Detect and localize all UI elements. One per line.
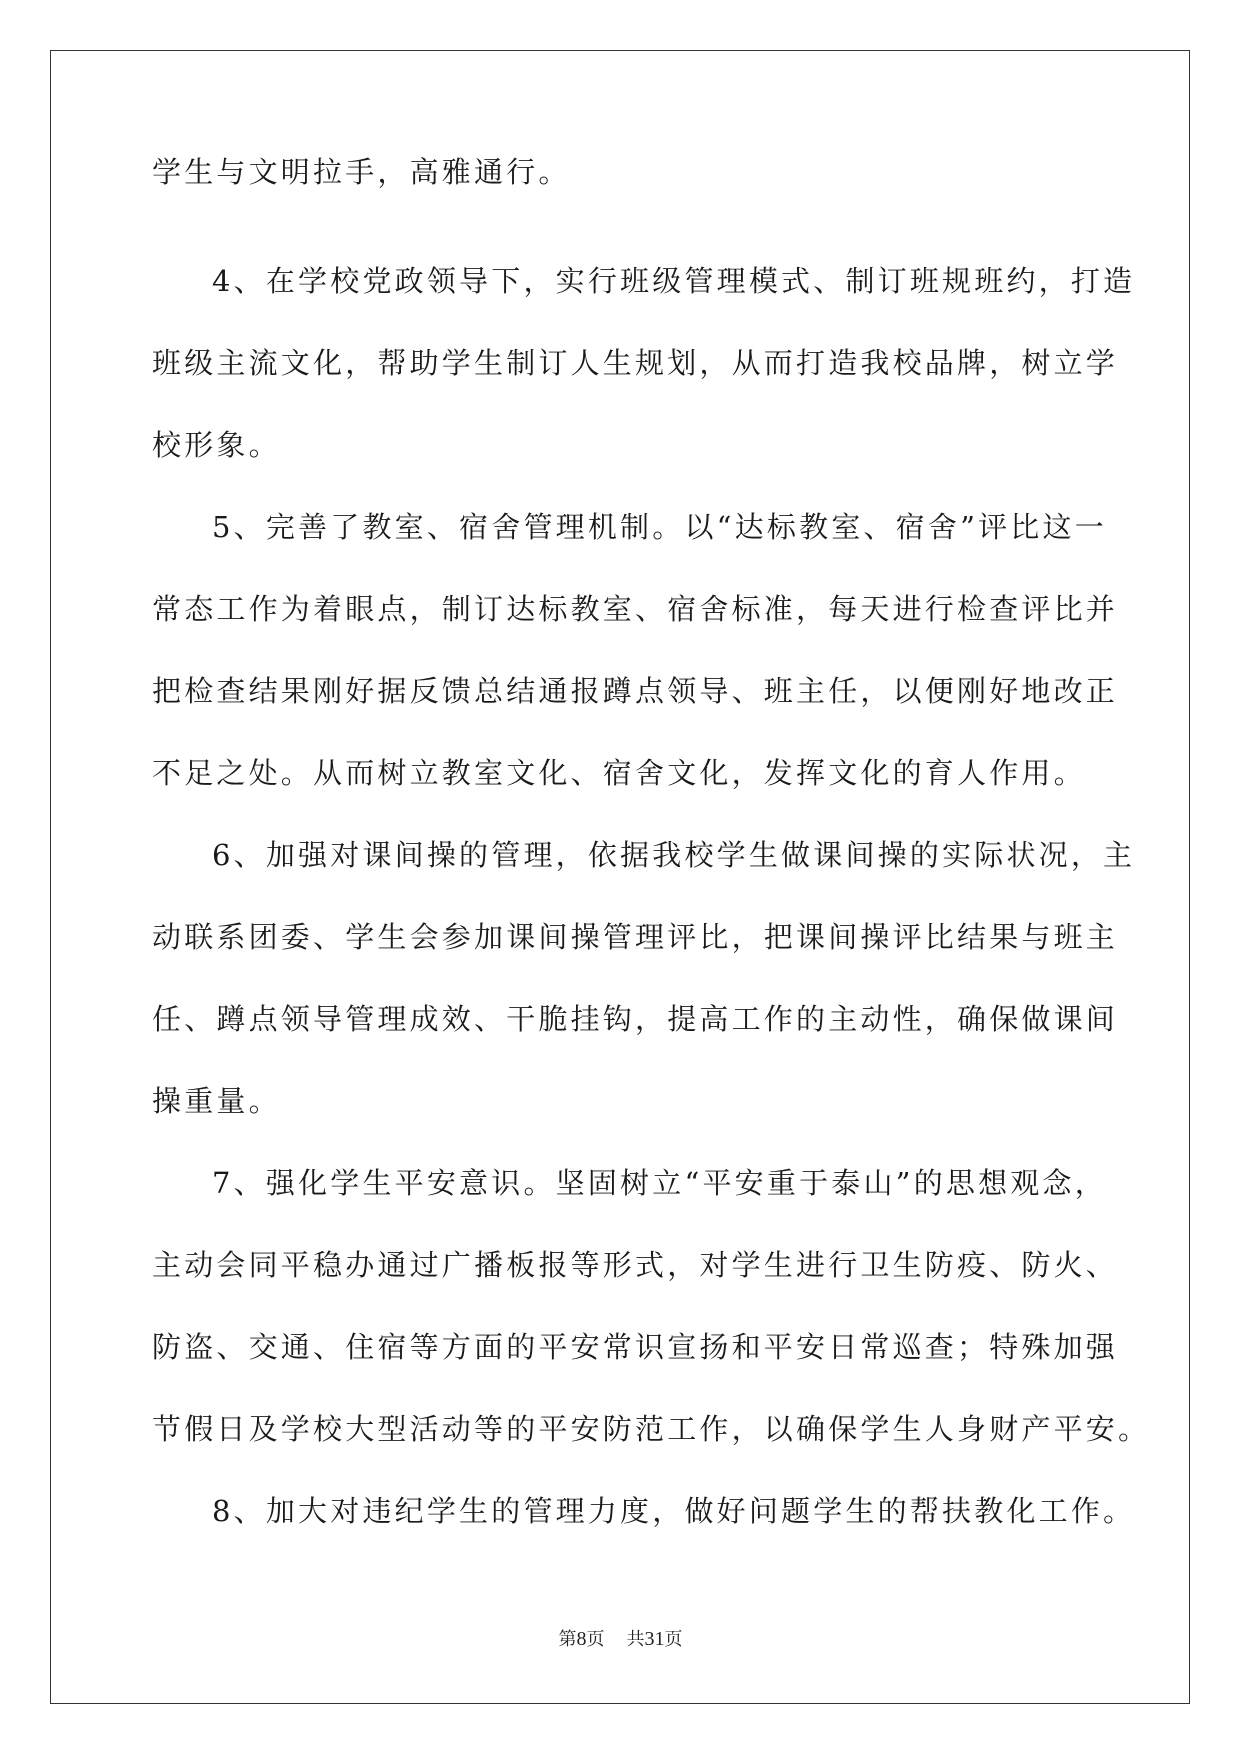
text-line: 校形象。 [152,428,281,462]
text-line: 操重量。 [152,1084,281,1118]
text-line: 把检查结果刚好据反馈总结通报蹲点领导、班主任，以便刚好地改正 [152,674,1119,708]
page-number: 8 [576,1628,587,1650]
document-body [152,155,1151,1552]
text-line: 防盗、交通、住宿等方面的平安常识宣扬和平安日常巡查；特殊加强 [152,1330,1119,1364]
total-pages: 31 [644,1628,665,1650]
page-footer [0,1625,1241,1651]
page-prefix: 第 [558,1629,577,1650]
text-line: 5、完善了教室、宿舍管理机制。以“达标教室、宿舍”评比这一 [212,510,1107,544]
text-line: 4、在学校党政领导下，实行班级管理模式、制订班规班约，打造 [212,264,1136,298]
text-line: 节假日及学校大型活动等的平安防范工作，以确保学生人身财产平安。 [152,1412,1151,1446]
text-line: 不足之处。从而树立教室文化、宿舍文化，发挥文化的育人作用。 [152,756,1086,790]
text-line: 任、蹲点领导管理成效、干脆挂钩，提高工作的主动性，确保做课间 [152,1002,1119,1036]
text-line: 动联系团委、学生会参加课间操管理评比，把课间操评比结果与班主 [152,920,1119,954]
text-line: 学生与文明拉手，高雅通行。 [152,155,571,189]
page-suffix: 页 [586,1629,605,1650]
text-line: 8、加大对违纪学生的管理力度，做好问题学生的帮扶教化工作。 [212,1494,1136,1528]
text-line: 主动会同平稳办通过广播板报等形式，对学生进行卫生防疫、防火、 [152,1248,1119,1282]
text-line: 7、强化学生平安意识。坚固树立“平安重于泰山”的思想观念， [212,1166,1107,1200]
text-line: 班级主流文化，帮助学生制订人生规划，从而打造我校品牌，树立学 [152,346,1119,380]
total-suffix: 页 [664,1629,683,1650]
text-line: 常态工作为着眼点，制订达标教室、宿舍标准，每天进行检查评比并 [152,592,1119,626]
text-line: 6、加强对课间操的管理，依据我校学生做课间操的实际状况，主 [212,838,1136,872]
total-prefix: 共 [626,1629,645,1650]
